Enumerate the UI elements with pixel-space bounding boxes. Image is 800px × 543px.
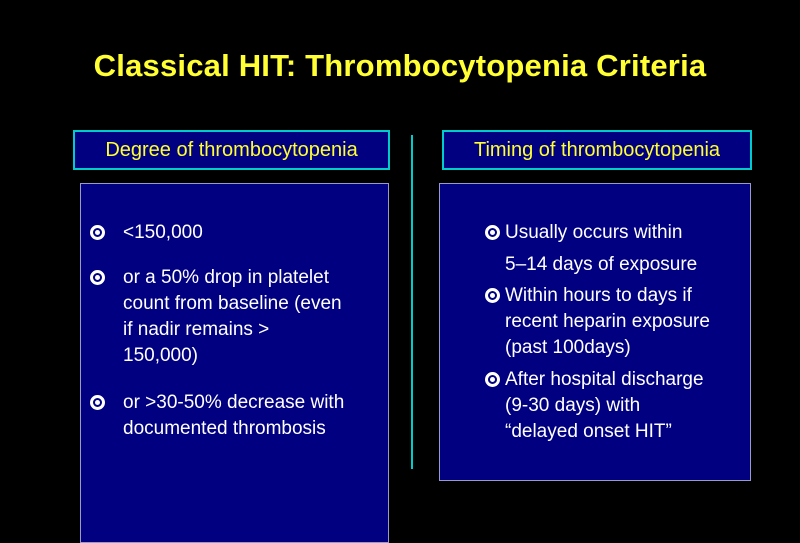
timing-item-3: After hospital discharge (9-30 days) with “delayed onset HIT” <box>505 369 704 442</box>
degree-item-2: or a 50% drop in platelet count from baseline (even if nadir remains > 150,000) <box>123 267 342 366</box>
timing-item-1: Usually occurs within 5–14 days of exposure <box>505 222 698 275</box>
degree-header <box>73 130 390 170</box>
slide-title: Classical HIT: Thrombocytopenia Criteria <box>93 48 707 83</box>
bullet-icon <box>485 288 500 303</box>
degree-item-1: <150,000 <box>123 222 203 243</box>
bullet-icon <box>485 225 500 240</box>
column-divider <box>411 135 413 469</box>
degree-panel <box>80 183 389 543</box>
bullet-icon <box>485 372 500 387</box>
degree-item-3: or >30-50% decrease with documented thrombosis <box>123 392 345 439</box>
timing-header <box>442 130 752 170</box>
timing-panel <box>439 183 751 481</box>
bullet-icon <box>90 225 105 240</box>
degree-header-label: Degree of thrombocytopenia <box>105 138 358 161</box>
timing-header-label: Timing of thrombocytopenia <box>473 138 721 161</box>
bullet-icon <box>90 395 105 410</box>
bullet-icon <box>90 270 105 285</box>
timing-item-2: Within hours to days if recent heparin exposure (past 100days) <box>505 285 710 358</box>
